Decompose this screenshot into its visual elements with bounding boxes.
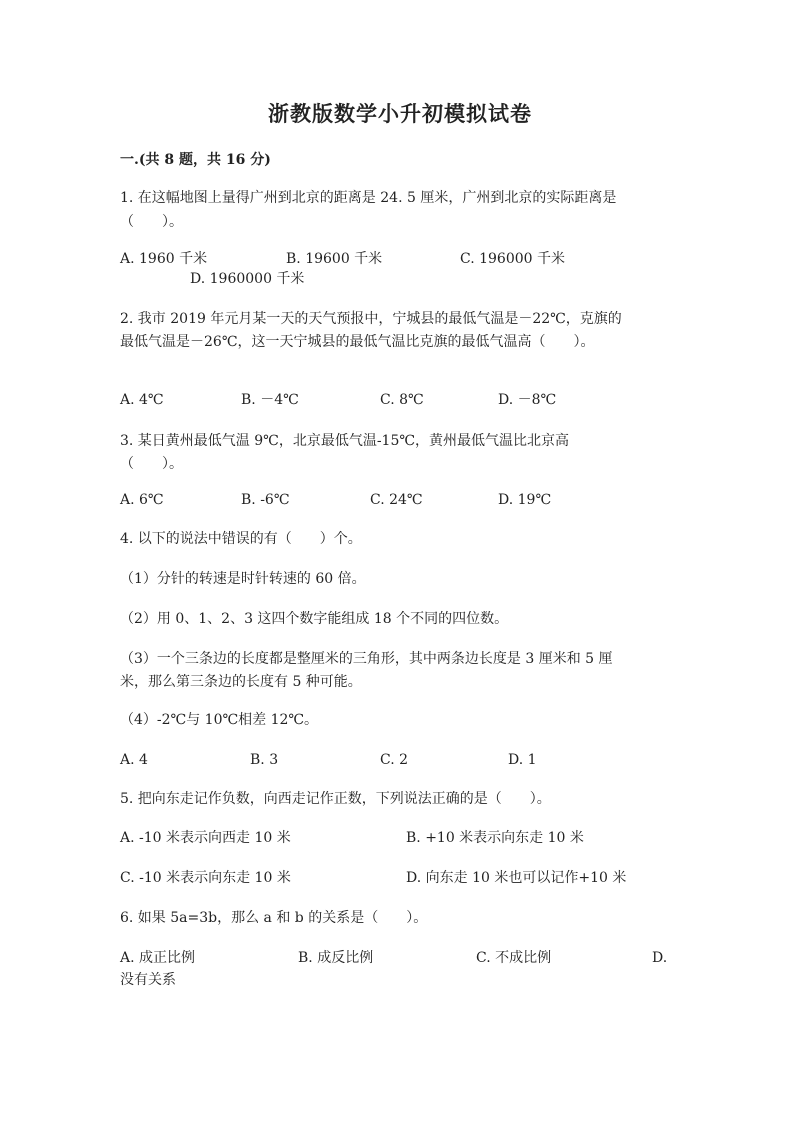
question-1-option-a: A. 1960 千米 bbox=[120, 251, 208, 267]
question-4-option-a: A. 4 bbox=[120, 752, 148, 768]
question-2-option-c: C. 8℃ bbox=[380, 392, 424, 408]
question-3-line-2: （ ）。 bbox=[120, 456, 183, 472]
question-2-option-b: B. －4℃ bbox=[241, 392, 299, 408]
question-3-option-b: B. -6℃ bbox=[241, 492, 290, 508]
question-5-option-c: C. -10 米表示向东走 10 米 bbox=[120, 870, 291, 886]
question-1-line-2: （ ）。 bbox=[120, 214, 183, 230]
question-4-statement-2: （2）用 0、1、2、3 这四个数字能组成 18 个不同的四位数。 bbox=[120, 611, 509, 627]
question-4-statement-1: （1）分针的转速是时针转速的 60 倍。 bbox=[120, 571, 366, 587]
question-6-option-b: B. 成反比例 bbox=[298, 950, 374, 966]
question-5-option-a: A. -10 米表示向西走 10 米 bbox=[120, 830, 291, 846]
question-3-option-a: A. 6℃ bbox=[120, 492, 164, 508]
page-title: 浙教版数学小升初模拟试卷 bbox=[268, 101, 532, 126]
question-5-option-b: B. +10 米表示向东走 10 米 bbox=[406, 830, 584, 846]
question-1-option-b: B. 19600 千米 bbox=[286, 251, 383, 267]
question-5-option-d: D. 向东走 10 米也可以记作+10 米 bbox=[406, 870, 627, 886]
question-6-option-d: D. bbox=[652, 950, 668, 966]
question-1-line-1: 1. 在这幅地图上量得广州到北京的距离是 24. 5 厘米，广州到北京的实际距离是 bbox=[120, 190, 617, 206]
section-heading: 一.(共 8 题，共 16 分) bbox=[120, 152, 271, 168]
question-4-option-c: C. 2 bbox=[380, 752, 409, 768]
question-5-line-1: 5. 把向东走记作负数，向西走记作正数，下列说法正确的是（ ）。 bbox=[120, 791, 551, 807]
question-2-option-a: A. 4℃ bbox=[120, 392, 164, 408]
question-2-line-2: 最低气温是－26℃，这一天宁城县的最低气温比克旗的最低气温高（ ）。 bbox=[120, 334, 595, 350]
question-1-option-c: C. 196000 千米 bbox=[460, 251, 566, 267]
question-3-option-c: C. 24℃ bbox=[370, 492, 423, 508]
question-4-line-1: 4. 以下的说法中错误的有（ ）个。 bbox=[120, 531, 362, 547]
question-3-option-d: D. 19℃ bbox=[498, 492, 552, 508]
question-4-statement-3-cont: 米，那么第三条边的长度有 5 种可能。 bbox=[120, 674, 362, 690]
question-4-statement-3: （3）一个三条边的长度都是整厘米的三角形，其中两条边长度是 3 厘米和 5 厘 bbox=[120, 651, 613, 667]
question-1-option-d: D. 1960000 千米 bbox=[190, 271, 305, 287]
question-4-option-d: D. 1 bbox=[508, 752, 537, 768]
question-4-statement-4: （4）-2℃与 10℃相差 12℃。 bbox=[120, 712, 319, 728]
question-6-option-d-cont: 没有关系 bbox=[120, 972, 176, 988]
question-6-option-c: C. 不成比例 bbox=[476, 950, 552, 966]
question-6-option-a: A. 成正比例 bbox=[120, 950, 196, 966]
question-2-line-1: 2. 我市 2019 年元月某一天的天气预报中，宁城县的最低气温是－22℃，克旗的 bbox=[120, 311, 622, 327]
question-2-option-d: D. －8℃ bbox=[498, 392, 557, 408]
question-3-line-1: 3. 某日黄州最低气温 9℃，北京最低气温-15℃，黄州最低气温比北京高 bbox=[120, 433, 570, 449]
question-4-option-b: B. 3 bbox=[250, 752, 279, 768]
question-6-line-1: 6. 如果 5a=3b，那么 a 和 b 的关系是（ ）。 bbox=[120, 910, 428, 926]
